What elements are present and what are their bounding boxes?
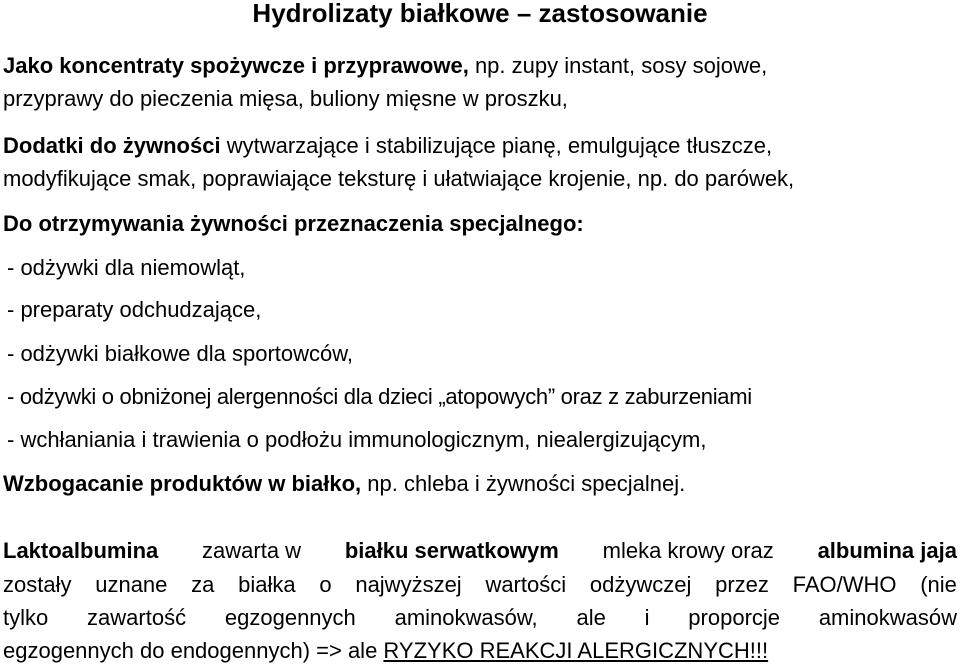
list-item: - wchłaniania i trawienia o podłożu immunologicznym, niealergizującym, <box>7 427 707 452</box>
concentrates-examples: np. zupy instant, sosy sojowe, <box>468 53 768 78</box>
word: tylko <box>3 605 49 630</box>
allergy-risk-warning: RYZYKO REAKCJI ALERGICZNYCH!!! <box>383 638 769 663</box>
concentrates-heading: Jako koncentraty spożywcze i przyprawowe, <box>3 53 469 78</box>
concentrates-line-1 <box>3 53 767 79</box>
enrichment-line <box>3 471 685 497</box>
word: o <box>319 572 332 597</box>
word: uznane <box>95 572 168 597</box>
additives-description: wytwarzające i stabilizujące pianę, emulgujące tłuszcze, <box>220 133 773 158</box>
list-item: - odżywki białkowe dla sportowców, <box>7 341 354 366</box>
word: i <box>644 605 650 630</box>
word: wartości <box>485 572 567 597</box>
list-item: - odżywki o obniżonej alergenności dla dzieci „atopowych” oraz z zaburzeniami <box>7 384 752 409</box>
additives-line-1 <box>3 133 772 159</box>
lactalbumin-line-1: Laktoalbumina zawarta w białku serwatkowym mleka krowy oraz albumina jaja <box>3 538 957 563</box>
concentrates-line-2: przyprawy do pieczenia mięsa, buliony mięsne w proszku, <box>3 86 568 111</box>
lactalbumin-line-3 <box>3 605 957 631</box>
enrichment-heading: Wzbogacanie produktów w białko, <box>3 471 362 496</box>
word: aminokwasów <box>818 605 957 630</box>
special-food-heading: Do otrzymywania żywności przeznaczenia specjalnego: <box>3 211 584 236</box>
word: białka <box>238 572 296 597</box>
word: (nie <box>920 572 957 597</box>
lactalbumin-line-4: egzogennych do endogennych) => ale RYZYKO REAKCJI ALERGICZNYCH!!! <box>3 638 769 663</box>
word: najwyższej <box>355 572 462 597</box>
word: aminokwasów, <box>394 605 538 630</box>
word: proporcje <box>688 605 781 630</box>
word: zawartość <box>87 605 187 630</box>
word: przez <box>715 572 769 597</box>
list-item: - odżywki dla niemowląt, <box>7 255 246 280</box>
word: za <box>191 572 215 597</box>
list-item: - preparaty odchudzające, <box>7 297 262 322</box>
word: FAO/WHO <box>792 572 897 597</box>
word: zostały <box>3 572 72 597</box>
word: egzogennych <box>224 605 356 630</box>
additives-heading: Dodatki do żywności <box>3 133 221 158</box>
word: ale <box>576 605 606 630</box>
word: odżywczej <box>589 572 692 597</box>
additives-line-2: modyfikujące smak, poprawiające teksturę i ułatwiające krojenie, np. do parówek, <box>3 166 795 191</box>
lactalbumin-line-2 <box>3 572 957 598</box>
slide-title: Hydrolizaty białkowe – zastosowanie <box>252 0 708 28</box>
enrichment-examples: np. chleba i żywności specjalnej. <box>361 471 686 496</box>
